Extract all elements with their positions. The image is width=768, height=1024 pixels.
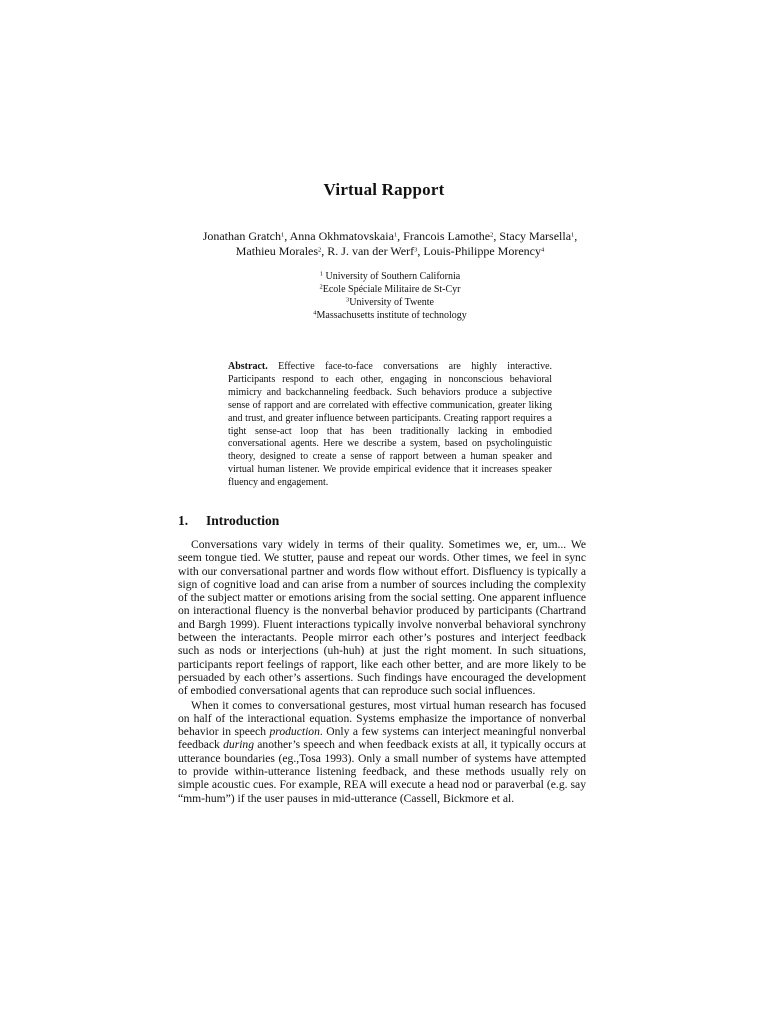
affiliation-list	[150, 270, 630, 322]
affiliation-mark: 1	[319, 270, 324, 278]
paper-title: Virtual Rapport	[323, 180, 445, 199]
abstract	[228, 361, 552, 490]
author-name: Louis-Philippe Morency	[423, 244, 541, 258]
author-name: Mathieu Morales	[235, 244, 319, 258]
affiliation-item	[150, 283, 630, 296]
author-affiliation-mark: 2	[318, 246, 322, 254]
section-heading	[178, 513, 279, 529]
paragraph: Conversations vary widely in terms of their quality. Sometimes we, er, um... We seem tongue tied. We stutter, pause and repeat our words. Other times, we feel in sync with our conversational partner and words flow without effort. Disfluency is typically a sign of cognitive load and can arise from a number of sources including the complexity of the subject matter or emotions arising from the social setting. One apparent influence on interactional fluency is the nonverbal behavior produced by participants (Chartrand and Bargh 1999). Fluent interactions typically involve nonverbal behavioral synchrony between the interactants. People mirror each other’s postures and interject feedback such as nods or interjections (uh-huh) at just the right moment. In such situations, participants report feelings of rapport, like each other better, and are more likely to be persuaded by each other’s assertions. Such findings have encouraged the development of embodied conversational agents that can reproduce such social influences.	[178, 538, 586, 698]
affiliation-name: University of Twente	[349, 297, 434, 308]
author-name: Jonathan Gratch	[202, 229, 281, 243]
author-name: Stacy Marsella	[499, 229, 572, 243]
author-name: Francois Lamothe	[403, 229, 491, 243]
section-number: 1.	[178, 513, 189, 528]
affiliation-name: Massachusetts institute of technology	[316, 310, 467, 321]
author-name: R. J. van der Werf	[327, 244, 415, 258]
affiliation-mark: 2	[319, 283, 323, 291]
affiliation-name: University of Southern California	[323, 271, 461, 282]
affiliation-item	[150, 270, 630, 283]
abstract-text: Effective face-to-face conversations are highly interactive. Participants respond to each other, engaging in nonconscious behavioral mimicry and backchanneling feedback. Such behaviors produce a subjective sense of rapport and are correlated with effective communication, greater liking and trust, and greater influence between participants. Creating rapport requires a tight sense-act loop that has been traditionally lacking in embodied conversational agents. Here we describe a system, based on psycholinguistic theory, designed to create a sense of rapport between a human speaker and virtual human listener. We provide empirical evidence that it increases speaker fluency and engagement.	[228, 361, 553, 489]
affiliation-item	[150, 309, 630, 322]
affiliation-item	[150, 296, 630, 309]
author-affiliation-mark: 1	[281, 231, 285, 239]
paragraph: When it comes to conversational gestures, most virtual human research has focused on half of the interactional equation. Systems emphasize the importance of nonverbal behavior in speech production. Only a few systems can interject meaningful nonverbal feedback during another’s speech and when feedback exists at all, it typically occurs at utterance boundaries (eg.,Tosa 1993). Only a small number of systems have attempted to provide within-utterance listening feedback, and these methods usually rely on simple acoustic cues. For example, REA will execute a head nod or paraverbal (e.g. say “mm-hum”) if the user pauses in mid-utterance (Cassell, Bickmore et al.	[178, 698, 587, 805]
author-line: Mathieu Morales$^2$, R. J. van der Werf$^3$, Louis-Philippe Morency$^4$	[235, 244, 545, 258]
author-affiliation-mark: 2	[490, 231, 494, 239]
author-name: Anna Okhmatovskaia	[289, 229, 394, 243]
author-line: Jonathan Gratch$^1$, Anna Okhmatovskaia$^1$, Francois Lamothe$^2$, Stacy Marsella$^1$,	[202, 229, 578, 243]
affiliation-mark: 4	[313, 309, 317, 317]
abstract-label: Abstract.	[228, 361, 268, 372]
section-body	[178, 538, 586, 805]
affiliation-mark: 3	[346, 296, 350, 304]
author-affiliation-mark: 1	[393, 231, 398, 239]
author-list	[150, 229, 630, 259]
emphasis: during	[223, 738, 255, 752]
author-affiliation-mark: 1	[571, 231, 575, 239]
emphasis: production	[269, 725, 320, 739]
author-affiliation-mark: 4	[541, 246, 545, 254]
author-affiliation-mark: 3	[414, 246, 418, 254]
section-title: Introduction	[206, 513, 280, 528]
affiliation-name: Ecole Spéciale Militaire de St-Cyr	[322, 284, 461, 295]
